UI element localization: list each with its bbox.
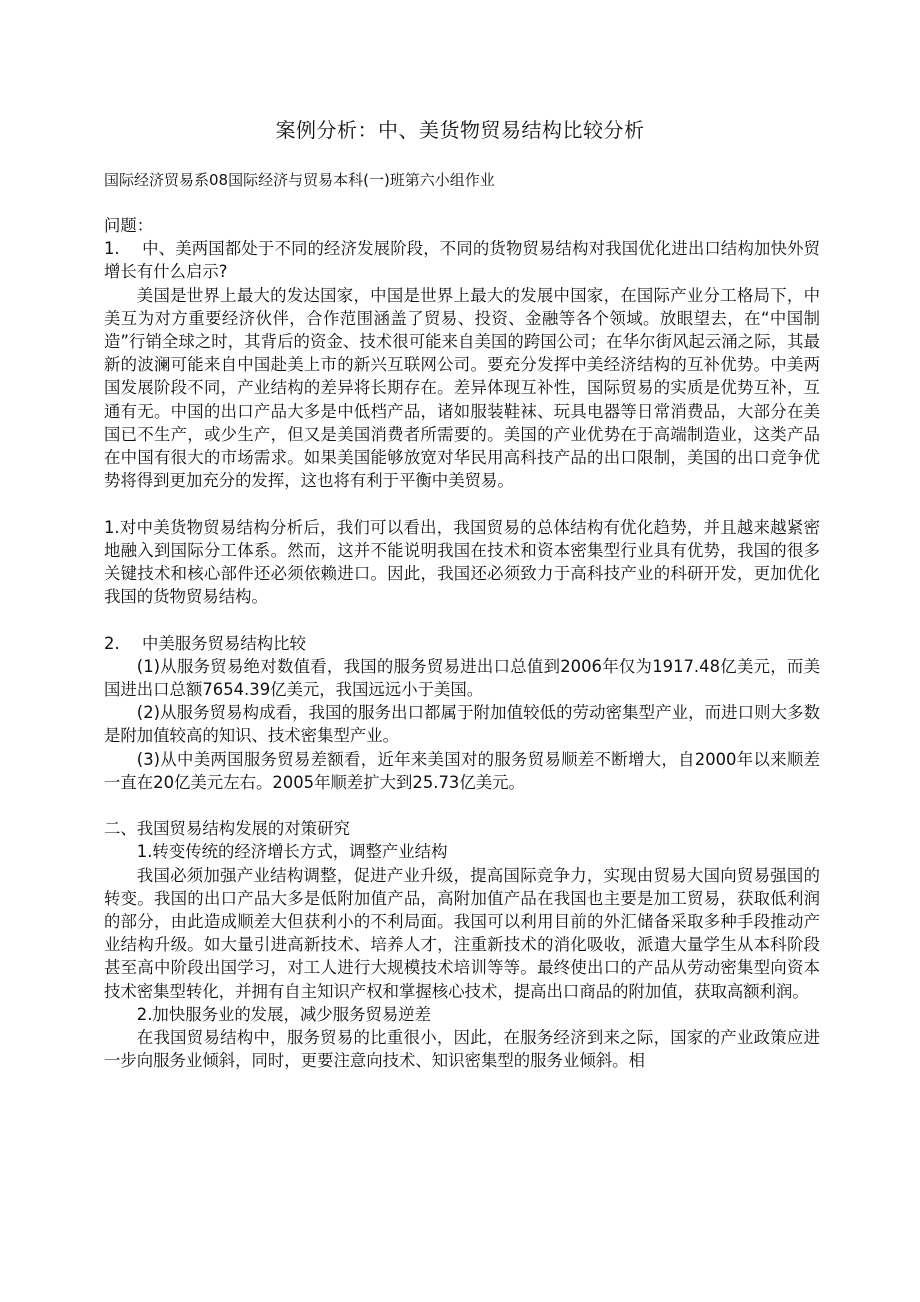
question-1 [104, 237, 820, 283]
section-3-paragraph-1: 我国必须加强产业结构调整，促进产业升级，提高国际竞争力，实现由贸易大国向贸易强国的转变。我国的出口产品大多是低附加值产品，高附加值产品在我国也主要是加工贸易，获取低利润的部分，由此造成顺差大但获利小的不利局面。我国可以利用目前的外汇储备采取多种手段推动产业结构升级。如大量引进高新技术、培养人才，注重新技术的消化吸收，派遣大量学生从本科阶段甚至高中阶段出国学习，对工人进行大规模技术培训等等。最终使出口的产品从劳动密集型向资本技术密集型转化，并拥有自主知识产权和掌握核心技术，提高出口商品的附加值，获取高额利润。 [104, 865, 820, 1001]
section-3-paragraph-2: 在我国贸易结构中，服务贸易的比重很小，因此，在服务经济到来之际，国家的产业政策应进一步向服务业倾斜，同时，更要注意向技术、知识密集型的服务业倾斜。相 [104, 1028, 820, 1071]
section-2-paragraph-2: (2)从服务贸易构成看，我国的服务出口都属于附加值较低的劳动密集型产业，而进口则大多数是附加值较高的知识、技术密集型产业。 [104, 703, 820, 746]
question-heading: 问题： [104, 216, 154, 235]
section-2-paragraph-1: (1)从服务贸易绝对数值看，我国的服务贸易进出口总值到2006年仅为1917.48亿美元，而美国进出口总额7654.39亿美元，我国远远小于美国。 [104, 656, 820, 700]
section-2-number: 2. [104, 633, 120, 653]
document-title: 案例分析：中、美货物贸易结构比较分析 [275, 118, 645, 142]
question-1-number: 1. [104, 239, 120, 259]
document-body [104, 214, 820, 1072]
spacer [104, 492, 820, 515]
document-subtitle: 国际经济贸易系08国际经济与贸易本科(一)班第六小组作业 [104, 171, 495, 189]
spacer [104, 608, 820, 631]
question-1-text: 中、美两国都处于不同的经济发展阶段，不同的货物贸易结构对我国优化进出口结构加快外贸增长有什么启示? [104, 239, 820, 282]
section-2-heading-text: 中美服务贸易结构比较 [142, 633, 306, 653]
spacer [104, 794, 820, 817]
section-3-subheading-2: 2.加快服务业的发展，减少服务贸易逆差 [136, 1004, 432, 1024]
section-2-paragraph-3: (3)从中美两国服务贸易差额看，近年来美国对的服务贸易顺差不断增大，自2000年以来顺差一直在20亿美元左右。2005年顺差扩大到25.73亿美元。 [104, 749, 820, 792]
section-2-heading [104, 632, 820, 655]
section-3-heading: 二、我国贸易结构发展的对策研究 [104, 819, 350, 839]
paragraph-2: 1.对中美货物贸易结构分析后，我们可以看出，我国贸易的总体结构有优化趋势，并且越来越紧密地融入到国际分工体系。然而，这并不能说明我国在技术和资本密集型行业具有优势，我国的很多关键技术和核心部件还必须依赖进口。因此，我国还必须致力于高科技产业的科研开发，更加优化我国的货物贸易结构。 [104, 517, 820, 607]
section-3-subheading-1: 1.转变传统的经济增长方式，调整产业结构 [136, 842, 448, 862]
paragraph-1: 美国是世界上最大的发达国家，中国是世界上最大的发展中国家，在国际产业分工格局下，中美互为对方重要经济伙伴，合作范围涵盖了贸易、投资、金融等各个领域。放眼望去，在“中国制造”行销全球之时，其背后的资金、技术很可能来自美国的跨国公司；在华尔街风起云涌之际，其最新的波澜可能来自中国赴美上市的新兴互联网公司。要充分发挥中美经济结构的互补优势。中美两国发展阶段不同，产业结构的差异将长期存在。差异体现互补性，国际贸易的实质是优势互补，互通有无。中国的出口产品大多是中低档产品，诸如服装鞋袜、玩具电器等日常消费品，大部分在美国已不生产，或少生产，但又是美国消费者所需要的。美国的产业优势在于高端制造业，这类产品在中国有很大的市场需求。如果美国能够放宽对华民用高科技产品的出口限制，美国的出口竞争优势将得到更加充分的发挥，这也将有利于平衡中美贸易。 [104, 285, 820, 491]
